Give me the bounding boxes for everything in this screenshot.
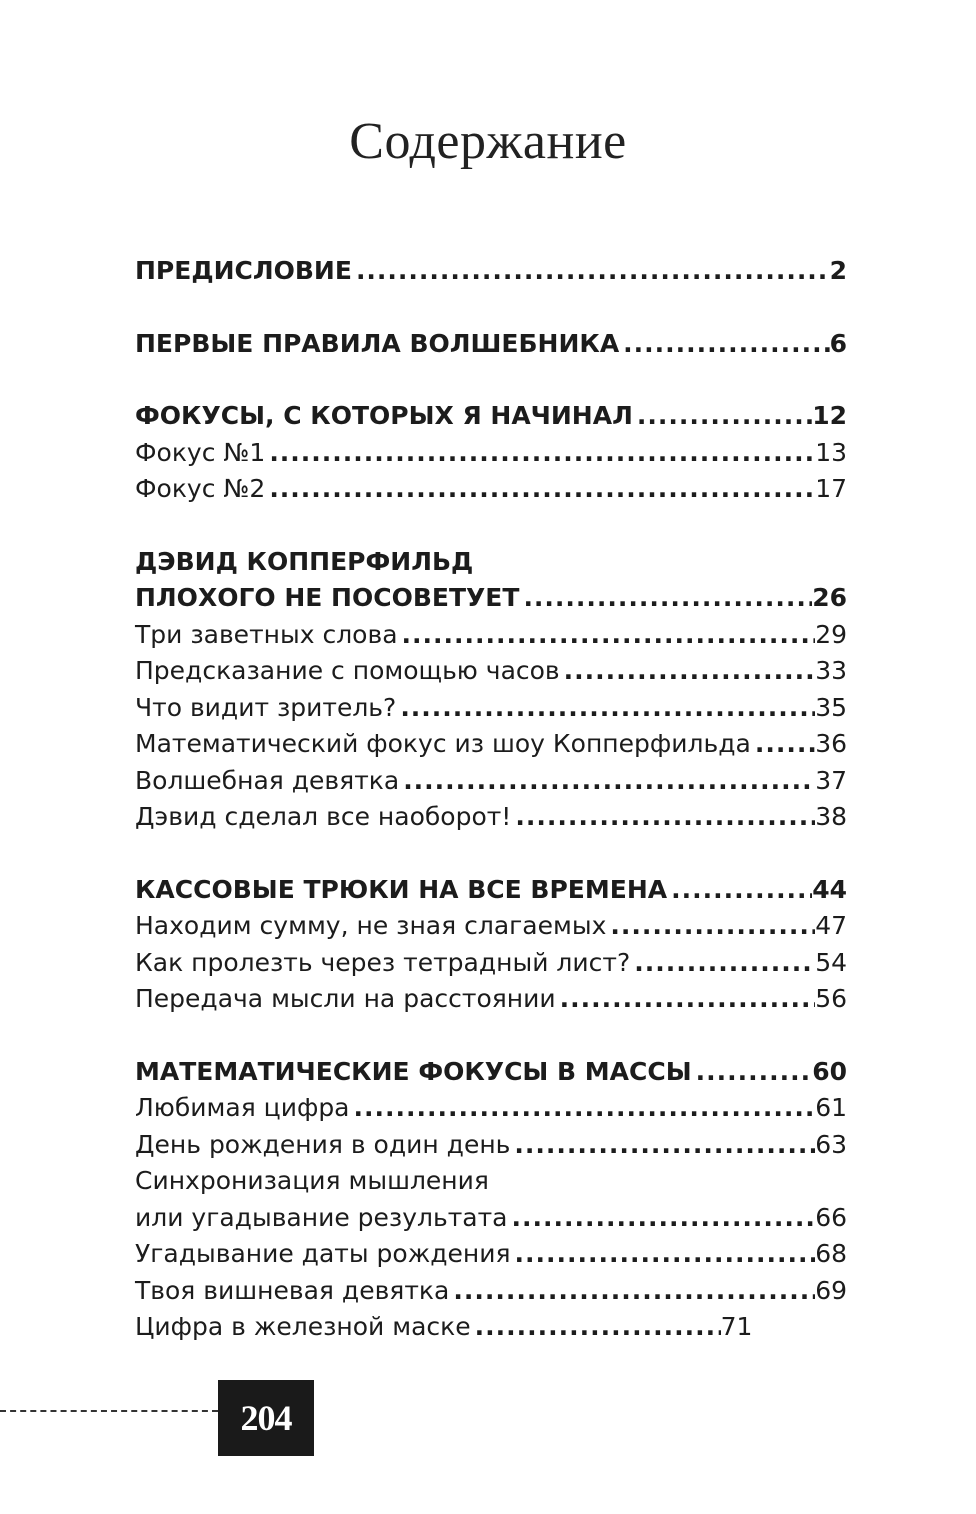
toc-entry-title: День рождения в один день (135, 1129, 511, 1159)
toc-entry[interactable] (135, 398, 847, 435)
toc-entry[interactable] (135, 908, 847, 945)
toc-entry-page: 69 (815, 1275, 847, 1305)
toc-entry-page: 17 (815, 474, 847, 503)
dot-leader (352, 253, 830, 290)
toc-entry[interactable] (135, 1163, 847, 1200)
toc-entry-page: 36 (815, 729, 847, 758)
toc-entry[interactable] (135, 253, 847, 290)
toc-section (135, 872, 847, 1018)
dot-leader (471, 1309, 721, 1346)
toc-entry-title: Твоя вишневая девятка (135, 1275, 450, 1305)
toc-entry-page: 63 (815, 1129, 847, 1159)
dot-leader (751, 726, 815, 763)
toc-entry-title: ДЭВИД КОППЕРФИЛЬД (135, 546, 474, 576)
toc-entry-page: 47 (815, 911, 847, 940)
toc-entry[interactable] (135, 435, 847, 472)
toc-entry[interactable] (135, 981, 847, 1018)
dot-leader (511, 1236, 816, 1273)
toc-entry-page: 66 (815, 1202, 847, 1232)
toc-entry-page: 33 (815, 656, 847, 685)
dot-leader (265, 471, 815, 508)
dot-leader (265, 435, 815, 472)
toc-entry-title: Фокус №1 (135, 437, 266, 467)
dot-leader (510, 1127, 815, 1164)
dot-leader (560, 653, 816, 690)
toc-entry-title: Фокус №2 (135, 474, 266, 503)
page-number: 204 (218, 1380, 314, 1456)
toc-entry[interactable] (135, 617, 847, 654)
toc-entry[interactable] (135, 1200, 847, 1237)
toc-entry-page: 71 (720, 1312, 753, 1341)
toc-entry-title: ПЛОХОГО НЕ ПОСОВЕТУЕТ (135, 583, 520, 612)
toc-entry-title: Как пролезть через тетрадный лист? (135, 947, 631, 977)
toc-entry-title: Угадывание даты рождения (135, 1239, 511, 1268)
toc-entry[interactable] (135, 580, 847, 617)
dot-leader (508, 1200, 816, 1237)
dot-leader (633, 398, 812, 435)
toc-entry-page: 60 (812, 1056, 847, 1086)
toc-entry-title: Дэвид сделал все наоборот! (135, 802, 512, 831)
toc-entry[interactable] (135, 690, 847, 727)
toc-entry-title: Математический фокус из шоу Копперфильда (135, 729, 751, 758)
dot-leader (511, 799, 815, 836)
toc-entry-page: 2 (829, 256, 847, 285)
toc-entry-page: 61 (815, 1093, 847, 1122)
toc-section (135, 326, 847, 363)
toc-entry[interactable] (135, 1273, 847, 1310)
toc-entry-title: Любимая цифра (135, 1093, 350, 1122)
toc-entry-page: 54 (815, 947, 847, 977)
toc-entry-title: Волшебная девятка (135, 765, 400, 795)
dot-leader (396, 690, 815, 727)
toc-entry-page: 13 (815, 437, 847, 467)
toc-entry[interactable] (135, 763, 847, 800)
toc-entry-page: 38 (815, 802, 847, 831)
table-of-contents (135, 253, 847, 1382)
toc-entry-page: 68 (815, 1239, 847, 1268)
toc-entry-title: ФОКУСЫ, С КОТОРЫХ Я НАЧИНАЛ (135, 401, 633, 430)
dot-leader (399, 763, 815, 800)
toc-section (135, 544, 847, 836)
toc-entry-title: Передача мысли на расстоянии (135, 984, 556, 1013)
toc-entry[interactable] (135, 872, 847, 909)
toc-entry[interactable] (135, 1309, 847, 1346)
toc-entry-title: Предсказание с помощью часов (135, 656, 560, 685)
toc-entry-title: КАССОВЫЕ ТРЮКИ НА ВСЕ ВРЕМЕНА (135, 874, 668, 904)
dot-leader (692, 1054, 813, 1091)
toc-entry-page: 35 (815, 692, 847, 722)
toc-entry-title: или угадывание результата (135, 1202, 508, 1232)
toc-entry[interactable] (135, 726, 847, 763)
toc-entry-title: Находим сумму, не зная слагаемых (135, 911, 607, 940)
toc-entry-title: ПРЕДИСЛОВИЕ (135, 256, 352, 285)
toc-entry-title: МАТЕМАТИЧЕСКИЕ ФОКУСЫ В МАССЫ (135, 1056, 692, 1086)
dot-leader (519, 580, 812, 617)
toc-entry-title: ПЕРВЫЕ ПРАВИЛА ВОЛШЕБНИКА (135, 328, 620, 358)
toc-entry-page: 44 (812, 874, 847, 904)
toc-entry-page: 12 (812, 401, 847, 430)
toc-entry[interactable] (135, 1090, 847, 1127)
toc-section (135, 398, 847, 508)
dot-leader (667, 872, 812, 909)
dot-leader (630, 945, 815, 982)
toc-entry[interactable] (135, 1236, 847, 1273)
dot-leader (556, 981, 816, 1018)
toc-entry-page: 37 (815, 765, 847, 795)
toc-entry-title: Цифра в железной маске (135, 1312, 471, 1341)
toc-section (135, 253, 847, 290)
toc-entry-title: Что видит зритель? (135, 692, 397, 722)
dot-leader (350, 1090, 816, 1127)
toc-entry[interactable] (135, 471, 847, 508)
toc-section (135, 1054, 847, 1346)
toc-entry-page: 29 (815, 619, 847, 649)
toc-entry-title: Три заветных слова (135, 619, 398, 649)
toc-entry[interactable] (135, 326, 847, 363)
toc-entry-page: 6 (829, 328, 847, 358)
toc-entry-page: 56 (815, 984, 847, 1013)
toc-entry-page: 26 (812, 583, 847, 612)
toc-entry[interactable] (135, 799, 847, 836)
page-title: Содержание (349, 113, 627, 170)
toc-entry[interactable] (135, 945, 847, 982)
toc-entry[interactable] (135, 653, 847, 690)
dot-leader (606, 908, 815, 945)
toc-entry[interactable] (135, 1127, 847, 1164)
dot-leader (398, 617, 816, 654)
dot-leader (619, 326, 829, 363)
dot-leader (449, 1273, 815, 1310)
toc-entry[interactable] (135, 544, 847, 581)
toc-entry[interactable] (135, 1054, 847, 1091)
footer-dotted-line (0, 1410, 218, 1412)
toc-entry-title: Синхронизация мышления (135, 1166, 489, 1195)
